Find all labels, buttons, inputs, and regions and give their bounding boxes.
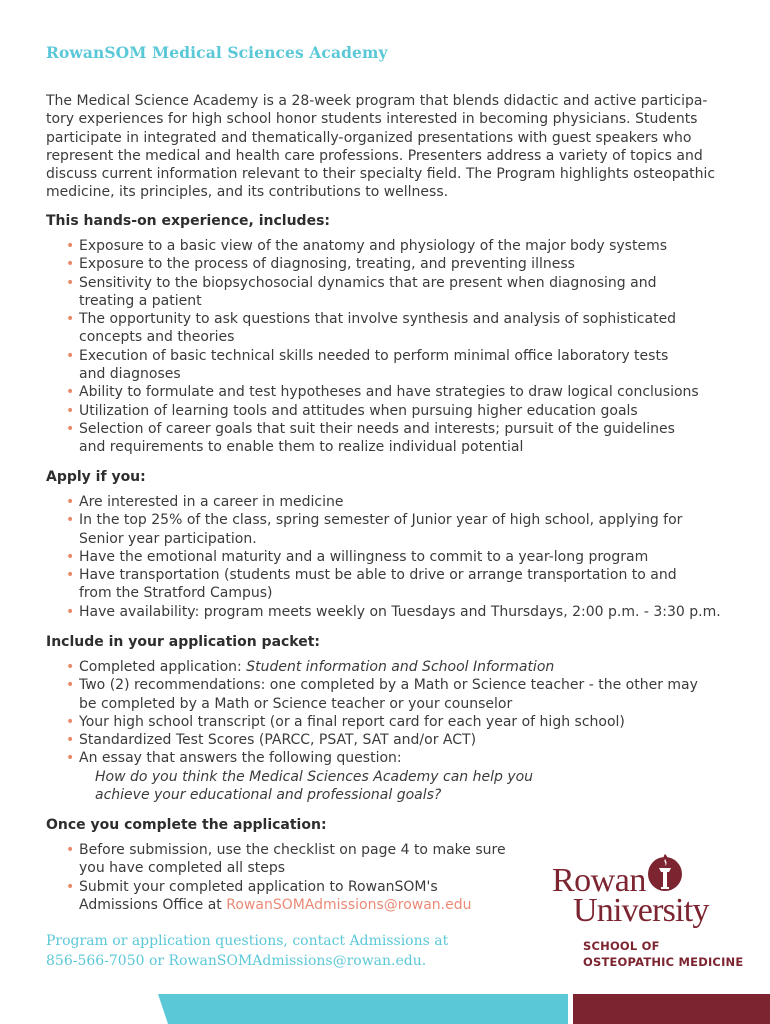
footer-stripes xyxy=(0,994,770,1024)
contact-line: Program or application questions, contact Admissions at xyxy=(46,933,449,949)
bullet-icon: • xyxy=(66,311,75,328)
apply-heading: Apply if you: xyxy=(46,469,146,485)
document-title: RowanSOM Medical Sciences Academy xyxy=(46,43,388,62)
bullet-icon: • xyxy=(66,659,75,675)
list-item: • Submit your completed application to RowanSOM's Admissions Office at RowanSOMAdmissions@rowan.edu xyxy=(66,878,472,913)
bullet-icon: • xyxy=(66,548,75,565)
school-name: SCHOOL OF OSTEOPATHIC MEDICINE xyxy=(583,939,744,969)
bullet-icon: • xyxy=(66,274,75,291)
bullet-icon: • xyxy=(66,567,75,584)
list-item: • Your high school transcript (or a final report card for each year of high school) xyxy=(66,713,625,730)
bullet-icon: • xyxy=(66,512,75,529)
contact-line: 856-566-7050 or RowanSOMAdmissions@rowan.edu. xyxy=(46,953,427,969)
intro-line: participate in integrated and thematically-organized presentations with guest speakers who xyxy=(46,129,692,146)
logo-word-rowan: Rowan xyxy=(552,862,646,899)
intro-line: discuss current information relevant to their specialty field. The Program highlights osteopathic xyxy=(46,166,716,183)
bullet-icon: • xyxy=(66,713,75,730)
bullet-icon: • xyxy=(66,420,75,437)
list-item: • In the top 25% of the class, spring semester of Junior year of high school, applying for Senior year participation. xyxy=(66,512,683,547)
essay-question: achieve your educational and professional goals? xyxy=(95,787,442,804)
bullet-icon: • xyxy=(66,402,75,419)
rowan-university-logo xyxy=(549,848,749,978)
bullet-icon: • xyxy=(66,347,75,364)
list-item: • The opportunity to ask questions that involve synthesis and analysis of sophisticated concepts and theories xyxy=(66,311,677,346)
list-item: • Utilization of learning tools and attitudes when pursuing higher education goals xyxy=(66,402,638,419)
bullet-icon: • xyxy=(66,842,75,858)
intro-line: represent the medical and health care professions. Presenters address a variety of topics and xyxy=(46,147,703,164)
essay-question: How do you think the Medical Sciences Academy can help you xyxy=(95,768,534,785)
complete-heading: Once you complete the application: xyxy=(46,817,327,833)
list-item: • Are interested in a career in medicine xyxy=(66,494,344,510)
packet-heading: Include in your application packet: xyxy=(46,634,321,650)
list-item: • Execution of basic technical skills needed to perform minimal office laboratory tests and diagnoses xyxy=(66,347,669,383)
list-item: • Before submission, use the checklist on page 4 to make sure you have completed all steps xyxy=(66,842,506,877)
list-item: • Have the emotional maturity and a willingness to commit to a year-long program xyxy=(66,548,649,565)
bullet-icon: • xyxy=(66,238,75,254)
intro-line: tory experiences for high school honor students interested in becoming physicians. Students xyxy=(46,111,698,128)
bullet-icon: • xyxy=(66,384,75,401)
bullet-icon: • xyxy=(66,878,75,895)
teal-stripe xyxy=(158,994,568,1024)
list-item: • Selection of career goals that suit their needs and interests; pursuit of the guidelines and requirements to enable them to realize individual potential xyxy=(66,420,675,456)
torch-icon xyxy=(646,850,684,898)
bullet-icon: • xyxy=(66,750,75,767)
experience-heading: This hands-on experience, includes: xyxy=(46,213,330,229)
logo-word-university: University xyxy=(573,892,709,929)
bullet-icon: • xyxy=(66,732,75,749)
list-item: • Have transportation (students must be able to drive or arrange transportation to and from the Stratford Campus) xyxy=(66,567,677,602)
list-item: • Completed application: Student information and School Information xyxy=(66,659,555,675)
list-item: • An essay that answers the following question: How do you think the Medical Sciences Academy can help you achieve your educational and professional goals? xyxy=(66,749,698,804)
list-item: • Standardized Test Scores (PARCC, PSAT, SAT and/or ACT) xyxy=(66,732,477,749)
complete-list xyxy=(66,841,506,914)
list-item: • Ability to formulate and test hypotheses and have strategies to draw logical conclusions xyxy=(66,384,699,401)
apply-list xyxy=(66,493,721,621)
maroon-stripe xyxy=(573,994,770,1024)
list-item: • Two (2) recommendations: one completed by a Math or Science teacher - the other may be completed by a Math or Science teacher or your counselor xyxy=(66,677,698,712)
admissions-email-link[interactable]: RowanSOMAdmissions@rowan.edu xyxy=(226,896,472,913)
experience-list xyxy=(66,237,699,457)
intro-paragraph xyxy=(46,92,752,202)
list-item: • Exposure to a basic view of the anatomy and physiology of the major body systems xyxy=(66,238,667,254)
intro-line: medicine, its principles, and its contributions to wellness. xyxy=(46,184,449,201)
bullet-icon: • xyxy=(66,256,75,273)
packet-list xyxy=(66,658,698,804)
bullet-icon: • xyxy=(66,494,75,510)
contact-info xyxy=(46,931,526,971)
list-item: • Sensitivity to the biopsychosocial dynamics that are present when diagnosing and treating a patient xyxy=(66,274,657,309)
list-item: • Exposure to the process of diagnosing, treating, and preventing illness xyxy=(66,256,575,273)
list-item: • Have availability: program meets weekly on Tuesdays and Thursdays, 2:00 p.m. - 3:30 p.m. xyxy=(66,603,721,620)
intro-line: The Medical Science Academy is a 28-week program that blends didactic and active participa- xyxy=(46,93,708,109)
bullet-icon: • xyxy=(66,677,75,694)
bullet-icon: • xyxy=(66,603,75,620)
